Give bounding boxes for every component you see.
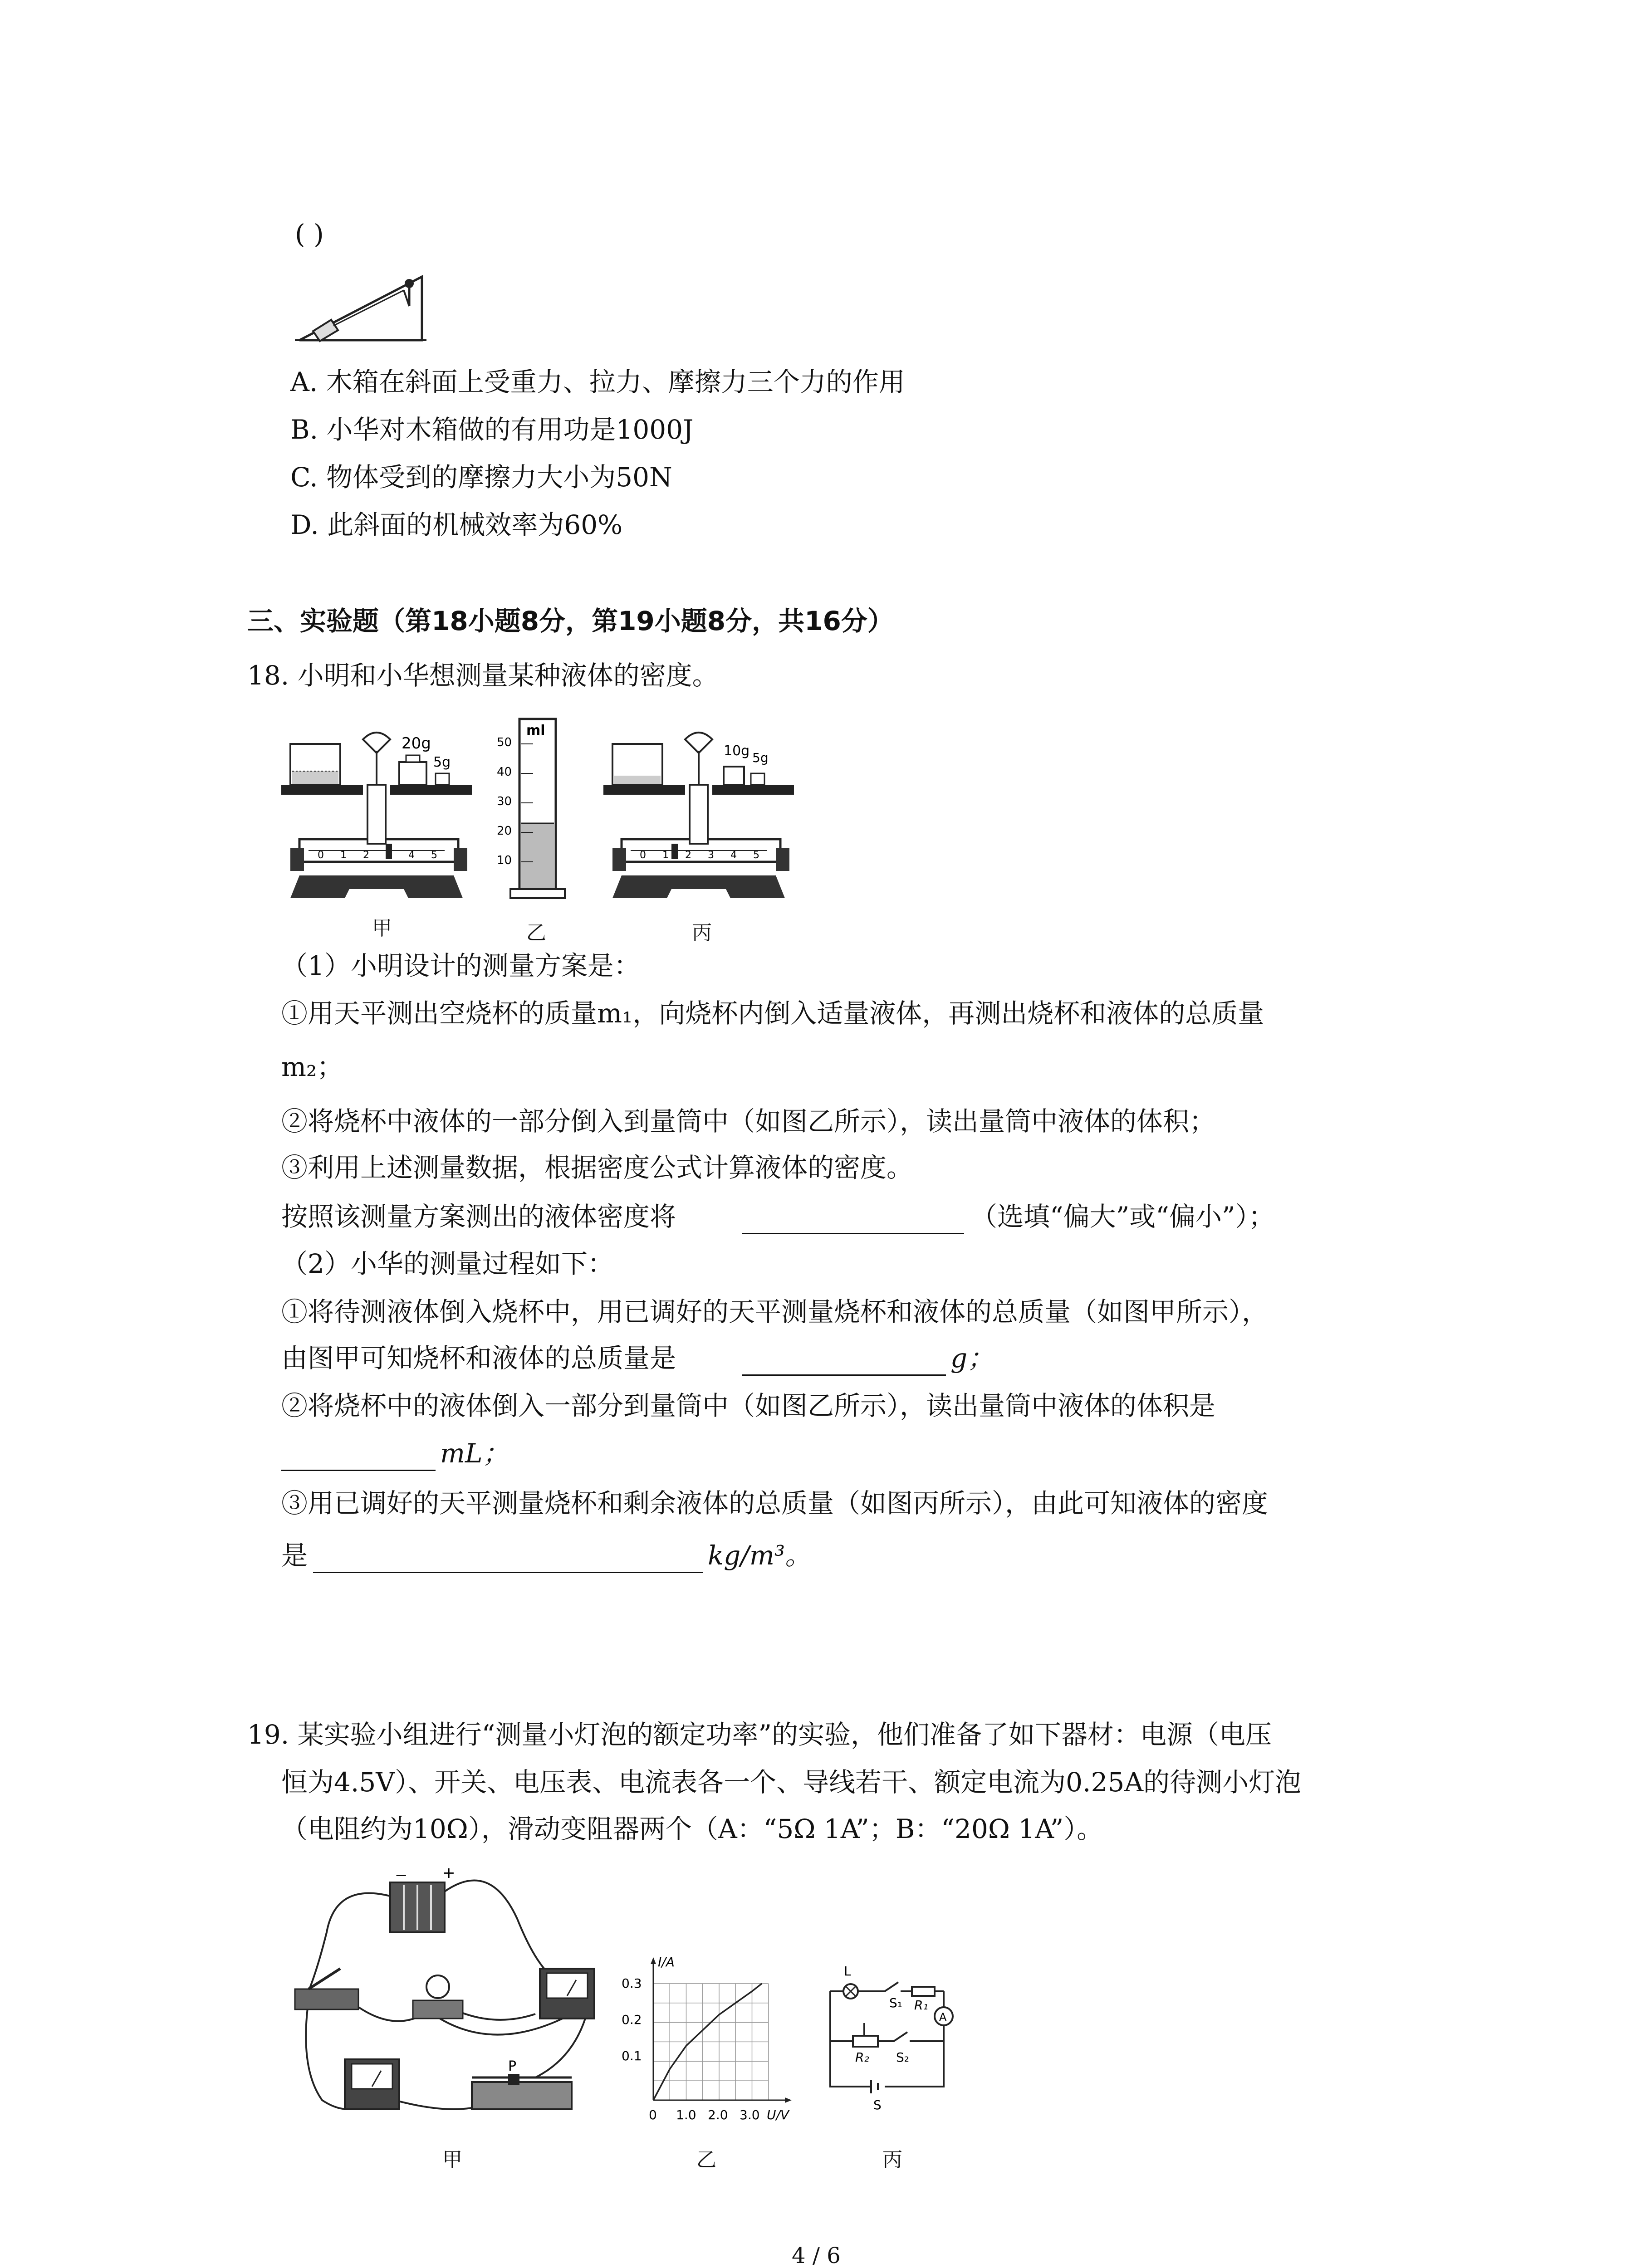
lamp-icon (843, 1984, 858, 1999)
circuit-label-s: S (873, 2097, 882, 2112)
switch-icon (295, 1969, 358, 2009)
caption-jia-19: 甲 (442, 2148, 462, 2171)
rheostat-icon (472, 2074, 572, 2109)
scale-tick: 3 (708, 850, 714, 861)
part1-title: （1）小明设计的测量方案是： (281, 950, 640, 981)
schematic-figure (812, 1950, 985, 2132)
unit-density: kg/m³。 (708, 1540, 812, 1571)
circuit-label-r2: R₂ (855, 2050, 869, 2065)
part2-title: （2）小华的测量过程如下： (281, 1248, 614, 1279)
part2-step3-prefix: 是 (281, 1540, 308, 1571)
option-c: C. 物体受到的摩擦力大小为50N (290, 462, 672, 493)
unit-g: g； (950, 1343, 994, 1374)
weight-20g-label: 20g (402, 734, 431, 753)
weight-5g-label: 5g (752, 750, 769, 765)
cylinder-tick: 20 (497, 824, 512, 838)
q19-line3: （电阻约为10Ω），滑动变阻器两个（A：“5Ω 1A”；B：“20Ω 1A”）。 (281, 1813, 1103, 1844)
circuit-label-s2: S₂ (896, 2050, 909, 2065)
answer-blank-1[interactable] (742, 1233, 964, 1234)
y-tick-label: 0.2 (622, 2012, 642, 2027)
answer-blank-4[interactable] (313, 1572, 703, 1573)
cylinder-unit: ml (526, 723, 545, 738)
caption-yi: 乙 (526, 921, 546, 944)
x-tick-label: 2.0 (708, 2107, 728, 2122)
scale-tick: 0 (318, 850, 324, 861)
incline-figure (290, 263, 440, 354)
scale-tick: 4 (730, 850, 737, 861)
cylinder-tick: 30 (497, 795, 512, 808)
scale-tick: 1 (662, 850, 669, 861)
option-a: A. 木箱在斜面上受重力、拉力、摩擦力三个力的作用 (290, 367, 905, 397)
y-tick-label: 0.1 (622, 2048, 642, 2063)
page-number: 4 / 6 (792, 2243, 841, 2268)
battery-minus: − (395, 1866, 408, 1884)
cylinder-tick: 10 (497, 854, 512, 867)
part1-step1-line1: ①用天平测出空烧杯的质量m₁，向烧杯内倒入适量液体，再测出烧杯和液体的总质量 (281, 998, 1264, 1029)
y-axis-label: I/A (658, 1955, 675, 1970)
x-tick-label: 3.0 (740, 2107, 760, 2122)
answer-blank-2[interactable] (742, 1374, 946, 1376)
part1-step1-line2: m₂； (281, 1051, 343, 1082)
circuit-label-r1: R₁ (914, 1998, 928, 2013)
circuit-label-s1: S₁ (889, 1995, 902, 2010)
q19-line1: 19. 某实验小组进行“测量小灯泡的额定功率”的实验，他们准备了如下器材：电源（电压 (247, 1719, 1272, 1750)
scale-tick: 1 (340, 850, 347, 861)
slider-label: P (508, 2058, 517, 2074)
voltmeter-icon (540, 1969, 594, 2019)
part2-step1-line2: 由图甲可知烧杯和液体的总质量是 (281, 1343, 676, 1374)
iu-graph (612, 1955, 803, 2127)
scale-tick: 2 (685, 850, 691, 861)
part1-step3: ③利用上述测量数据，根据密度公式计算液体的密度。 (281, 1152, 913, 1183)
weight-5g-label: 5g (433, 754, 451, 770)
cylinder-tick: 40 (497, 765, 512, 779)
caption-bing-19: 丙 (882, 2148, 902, 2171)
battery-plus: + (442, 1864, 456, 1882)
answer-bracket: ( ) (295, 219, 324, 249)
part2-step1-line1: ①将待测液体倒入烧杯中，用已调好的天平测量烧杯和液体的总质量（如图甲所示）， (281, 1296, 1269, 1327)
balance-jia-figure (272, 717, 481, 916)
part1-step2: ②将烧杯中液体的一部分倒入到量筒中（如图乙所示），读出量筒中液体的体积； (281, 1106, 1216, 1137)
q19-line2: 恒为4.5V）、开关、电压表、电流表各一个、导线若干、额定电流为0.25A的待测小灯泡 (281, 1767, 1302, 1798)
section-title: 三、实验题（第18小题8分，第19小题8分，共16分） (247, 606, 894, 636)
circuit-label-l: L (844, 1964, 851, 1979)
weight-10g-label: 10g (724, 743, 750, 759)
fill1-prefix: 按照该测量方案测出的液体密度将 (281, 1201, 676, 1232)
cylinder-tick: 50 (497, 736, 512, 749)
bulb-icon (413, 1975, 463, 2019)
unit-ml: mL； (440, 1438, 509, 1469)
q18-stem: 18. 小明和小华想测量某种液体的密度。 (247, 660, 719, 691)
scale-tick: 2 (363, 850, 369, 861)
ammeter-icon (345, 2059, 399, 2109)
caption-bing: 丙 (692, 921, 712, 944)
fill1-suffix: （选填“偏大”或“偏小”）； (971, 1201, 1275, 1232)
caption-jia: 甲 (372, 917, 392, 940)
circuit-label-a: A (939, 2011, 947, 2024)
scale-tick: 5 (753, 850, 759, 861)
graduated-cylinder-figure (492, 701, 578, 909)
caption-yi-19: 乙 (696, 2148, 716, 2171)
y-tick-label: 0.3 (622, 1976, 642, 1991)
x-tick-label: 1.0 (676, 2107, 696, 2122)
x-tick-label: 0 (649, 2107, 657, 2122)
scale-tick: 4 (408, 850, 415, 861)
part2-step3-line1: ③用已调好的天平测量烧杯和剩余液体的总质量（如图丙所示），由此可知液体的密度 (281, 1488, 1269, 1519)
scale-tick: 5 (431, 850, 437, 861)
balance-bing-figure (594, 717, 803, 916)
option-b: B. 小华对木箱做的有用功是1000J (290, 414, 694, 445)
battery-icon (390, 1882, 445, 1932)
part2-step2-line1: ②将烧杯中的液体倒入一部分到量筒中（如图乙所示），读出量筒中液体的体积是 (281, 1390, 1216, 1421)
x-axis-label: U/V (767, 2107, 789, 2122)
answer-blank-3[interactable] (281, 1470, 436, 1471)
physical-circuit-figure (281, 1864, 608, 2136)
scale-tick: 0 (640, 850, 646, 861)
option-d: D. 此斜面的机械效率为60% (290, 509, 623, 540)
